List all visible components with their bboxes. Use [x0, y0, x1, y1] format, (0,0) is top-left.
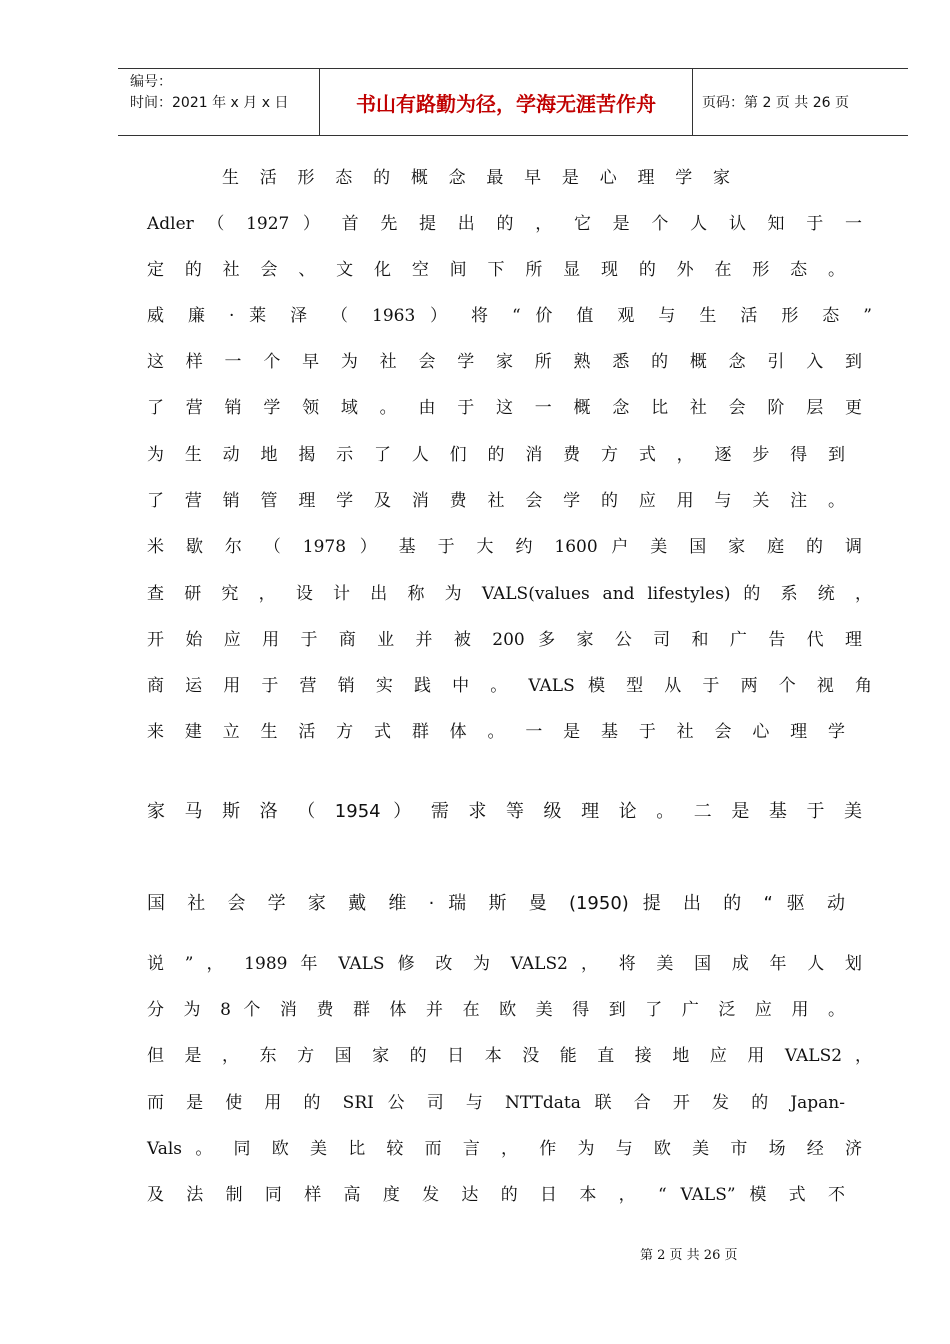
- header-number-label: 编号：: [130, 74, 172, 90]
- header-time-label: 时间：2021 年 x 月 x 日: [130, 95, 289, 111]
- body-line: 家 马 斯 洛 （ 1954 ） 需 求 等 级 理 论 。 二 是 基 于 美: [147, 801, 863, 822]
- body-line: 米 歇 尔 （ 1978 ） 基 于 大 约 1600 户 美 国 家 庭 的 调: [147, 537, 862, 557]
- header-page-label: 页码：第 2 页 共 26 页: [702, 95, 849, 111]
- body-line: 威 廉 · 莱 泽 （ 1963 ） 将 “ 价 值 观 与 生 活 形 态 ”: [147, 306, 872, 326]
- body-line: 但 是 ， 东 方 国 家 的 日 本 没 能 直 接 地 应 用 VALS2 ，: [147, 1046, 872, 1066]
- body-line: 来 建 立 生 活 方 式 群 体 。 一 是 基 于 社 会 心 理 学: [147, 722, 845, 742]
- body-line: 为 生 动 地 揭 示 了 人 们 的 消 费 方 式 ， 逐 步 得 到: [147, 445, 845, 465]
- body-line: Vals 。 同 欧 美 比 较 而 言 ， 作 为 与 欧 美 市 场 经 济: [147, 1139, 862, 1159]
- body-line: 及 法 制 同 样 高 度 发 达 的 日 本 ， “ VALS” 模 式 不: [147, 1185, 845, 1205]
- body-line: 这 样 一 个 早 为 社 会 学 家 所 熟 悉 的 概 念 引 入 到: [147, 352, 862, 372]
- body-line: 分 为 8 个 消 费 群 体 并 在 欧 美 得 到 了 广 泛 应 用 。: [147, 1000, 845, 1020]
- body-line: 商 运 用 于 营 销 实 践 中 。 VALS 模 型 从 于 两 个 视 角: [147, 676, 872, 696]
- body-line: 了 营 销 管 理 学 及 消 费 社 会 学 的 应 用 与 关 注 。: [147, 491, 845, 511]
- body-line: 国 社 会 学 家 戴 维 · 瑞 斯 曼 (1950) 提 出 的 “ 驱 动: [147, 893, 845, 914]
- body-line: 生 活 形 态 的 概 念 最 早 是 心 理 学 家: [222, 168, 730, 188]
- body-line: 查 研 究 ， 设 计 出 称 为 VALS(values and lifestyles) 的 系 统 ，: [147, 584, 872, 604]
- header-divider-right: [692, 68, 693, 136]
- body-line: 说 ” ， 1989 年 VALS 修 改 为 VALS2 ， 将 美 国 成 年 人 划: [147, 954, 862, 974]
- page-footer: 第 2 页 共 26 页: [640, 1248, 738, 1263]
- header-meta: [130, 72, 288, 114]
- body-line: 了 营 销 学 领 域 。 由 于 这 一 概 念 比 社 会 阶 层 更: [147, 398, 862, 418]
- header-motto: 书山有路勤为径，学海无涯苦作舟: [356, 91, 656, 116]
- page-header: [118, 68, 908, 136]
- body-line: 定 的 社 会 、 文 化 空 间 下 所 显 现 的 外 在 形 态 。: [147, 260, 845, 280]
- body-line: Adler （ 1927 ） 首 先 提 出 的 ， 它 是 个 人 认 知 于 一: [147, 214, 862, 234]
- body-line: 开 始 应 用 于 商 业 并 被 200 多 家 公 司 和 广 告 代 理: [147, 630, 862, 650]
- body-line: 而 是 使 用 的 SRI 公 司 与 NTTdata 联 合 开 发 的 Japan-: [147, 1093, 845, 1113]
